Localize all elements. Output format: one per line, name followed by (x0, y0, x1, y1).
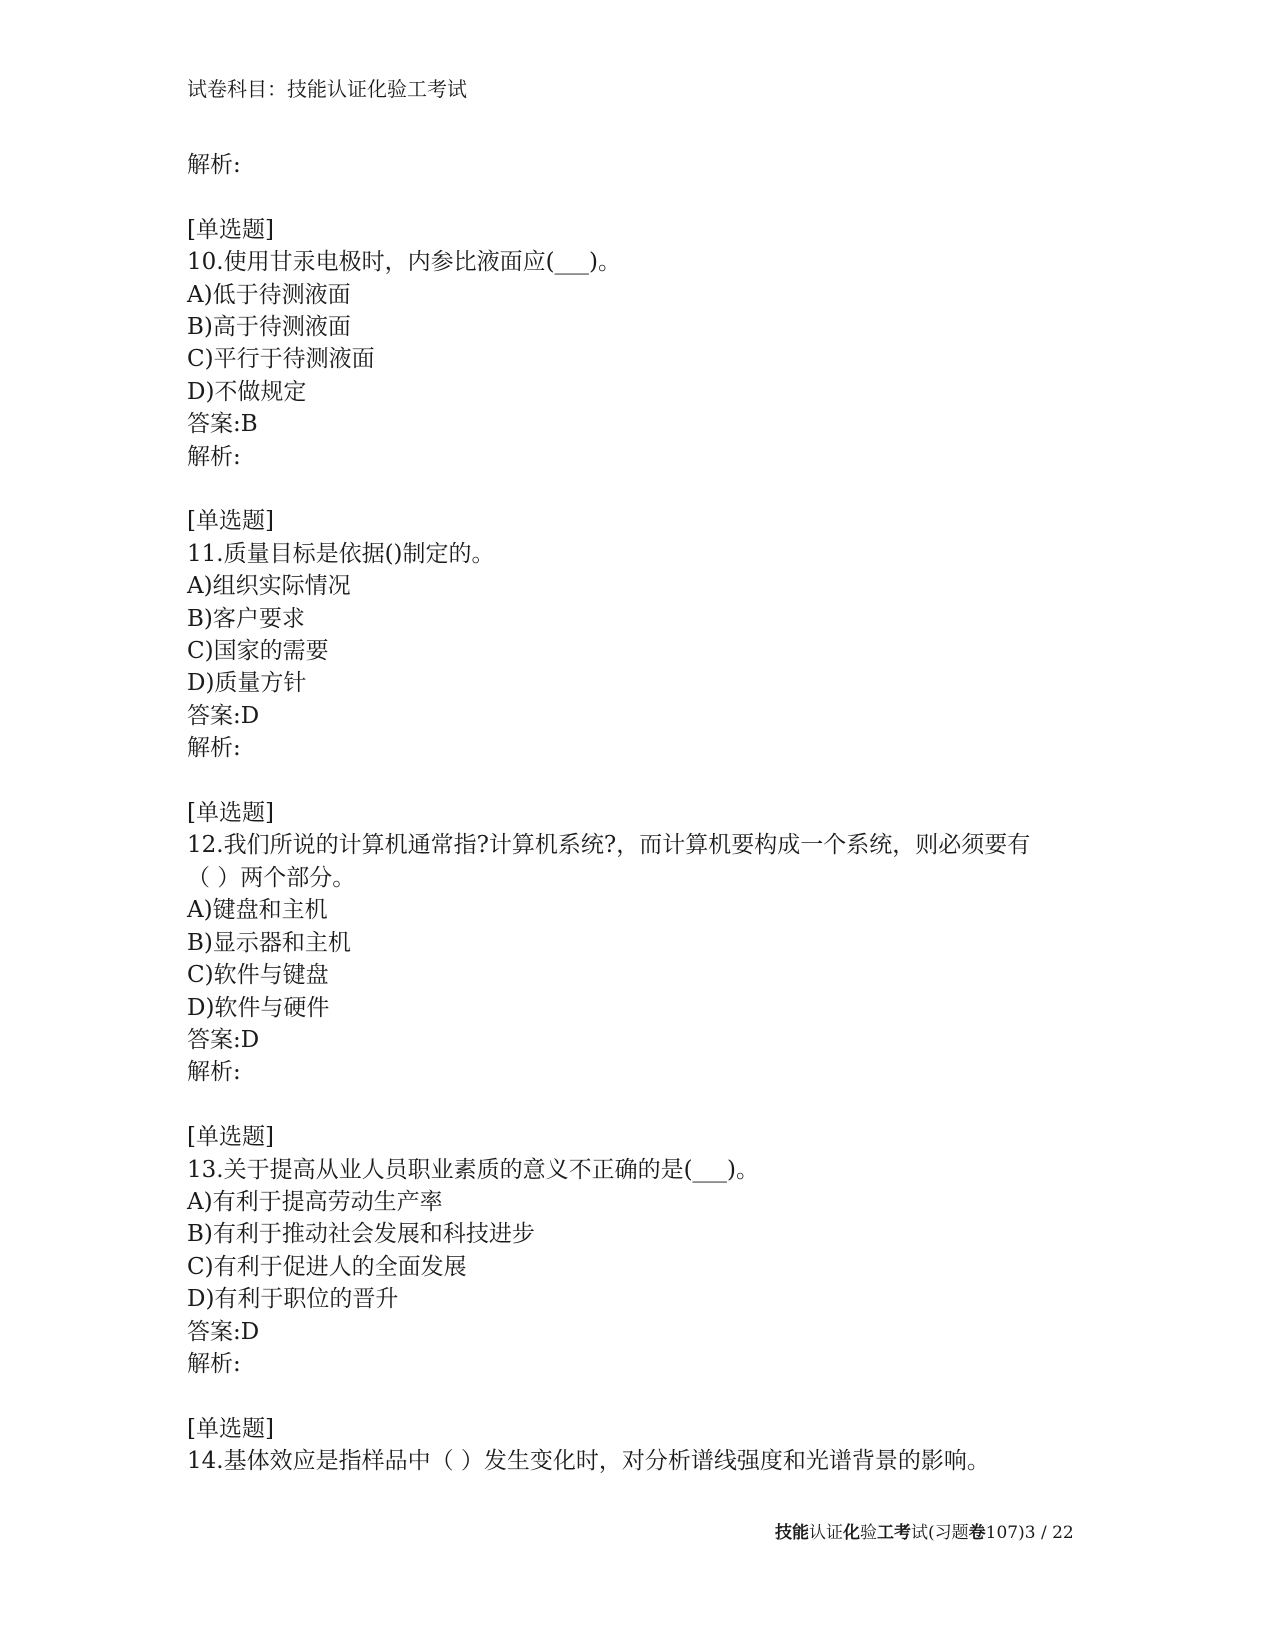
footer-text-bold: 技能 (775, 1523, 809, 1543)
question-block (187, 505, 1087, 764)
analysis-label: 解析: (187, 152, 241, 178)
footer-page-number: 107)3 / 22 (985, 1523, 1074, 1543)
option-d: D)不做规定 (187, 378, 307, 405)
option-d: D)有利于职位的晋升 (187, 1286, 399, 1313)
question-stem: 13.关于提高从业人员职业素质的意义不正确的是(___)。 (187, 1156, 760, 1183)
footer-text-bold: 化 (843, 1523, 860, 1543)
option-b: B)有利于推动社会发展和科技进步 (187, 1221, 535, 1248)
analysis-label: 解析: (187, 1059, 241, 1086)
option-b: B)显示器和主机 (187, 929, 351, 956)
question-stem: 14.基体效应是指样品中（ ）发生变化时，对分析谱线强度和光谱背景的影响。 (187, 1448, 990, 1475)
question-stem: 10.使用甘汞电极时，内参比液面应(___)。 (187, 249, 622, 276)
option-a: A)低于待测液面 (187, 281, 351, 308)
analysis-label: 解析: (187, 1350, 241, 1377)
option-b: B)高于待测液面 (187, 314, 351, 341)
footer-text: 验 (860, 1523, 877, 1543)
footer-text-bold: 卷 (968, 1523, 986, 1543)
option-c: C)国家的需要 (187, 638, 329, 665)
exam-subject-header: 试卷科目：技能认证化验工考试 (187, 77, 467, 101)
footer-text: 试(习题 (911, 1523, 969, 1543)
option-a: A)键盘和主机 (187, 897, 328, 924)
analysis-label: 解析: (187, 443, 241, 470)
question-type: [单选题] (187, 216, 274, 243)
question-block (187, 797, 1087, 1089)
answer-text: 答案:D (187, 1026, 260, 1053)
option-b: B)客户要求 (187, 605, 305, 632)
footer-text-bold: 工考 (877, 1523, 911, 1543)
answer-text: 答案:D (187, 702, 260, 729)
option-c: C)有利于促进人的全面发展 (187, 1253, 467, 1280)
question-stem: 12.我们所说的计算机通常指?计算机系统?，而计算机要构成一个系统，则必须要有（ ）两个部分。 (187, 832, 1031, 891)
answer-text: 答案:B (187, 411, 258, 438)
question-stem: 11.质量目标是依据()制定的。 (187, 540, 495, 567)
question-type: [单选题] (187, 800, 274, 827)
question-type: [单选题] (187, 1124, 274, 1151)
option-a: A)组织实际情况 (187, 573, 351, 600)
answer-text: 答案:D (187, 1318, 260, 1345)
option-a: A)有利于提高劳动生产率 (187, 1188, 443, 1215)
question-type: [单选题] (187, 508, 274, 535)
page-footer (775, 1521, 1074, 1545)
question-block (187, 1413, 1087, 1478)
analysis-label: 解析: (187, 735, 241, 762)
question-block (187, 214, 1087, 473)
option-c: C)软件与键盘 (187, 962, 329, 989)
question-type: [单选题] (187, 1415, 274, 1442)
footer-text: 认证 (809, 1523, 843, 1543)
option-d: D)质量方针 (187, 670, 307, 697)
option-d: D)软件与硬件 (187, 994, 330, 1021)
question-list (187, 149, 1087, 1478)
option-c: C)平行于待测液面 (187, 346, 375, 373)
question-block (187, 1121, 1087, 1380)
